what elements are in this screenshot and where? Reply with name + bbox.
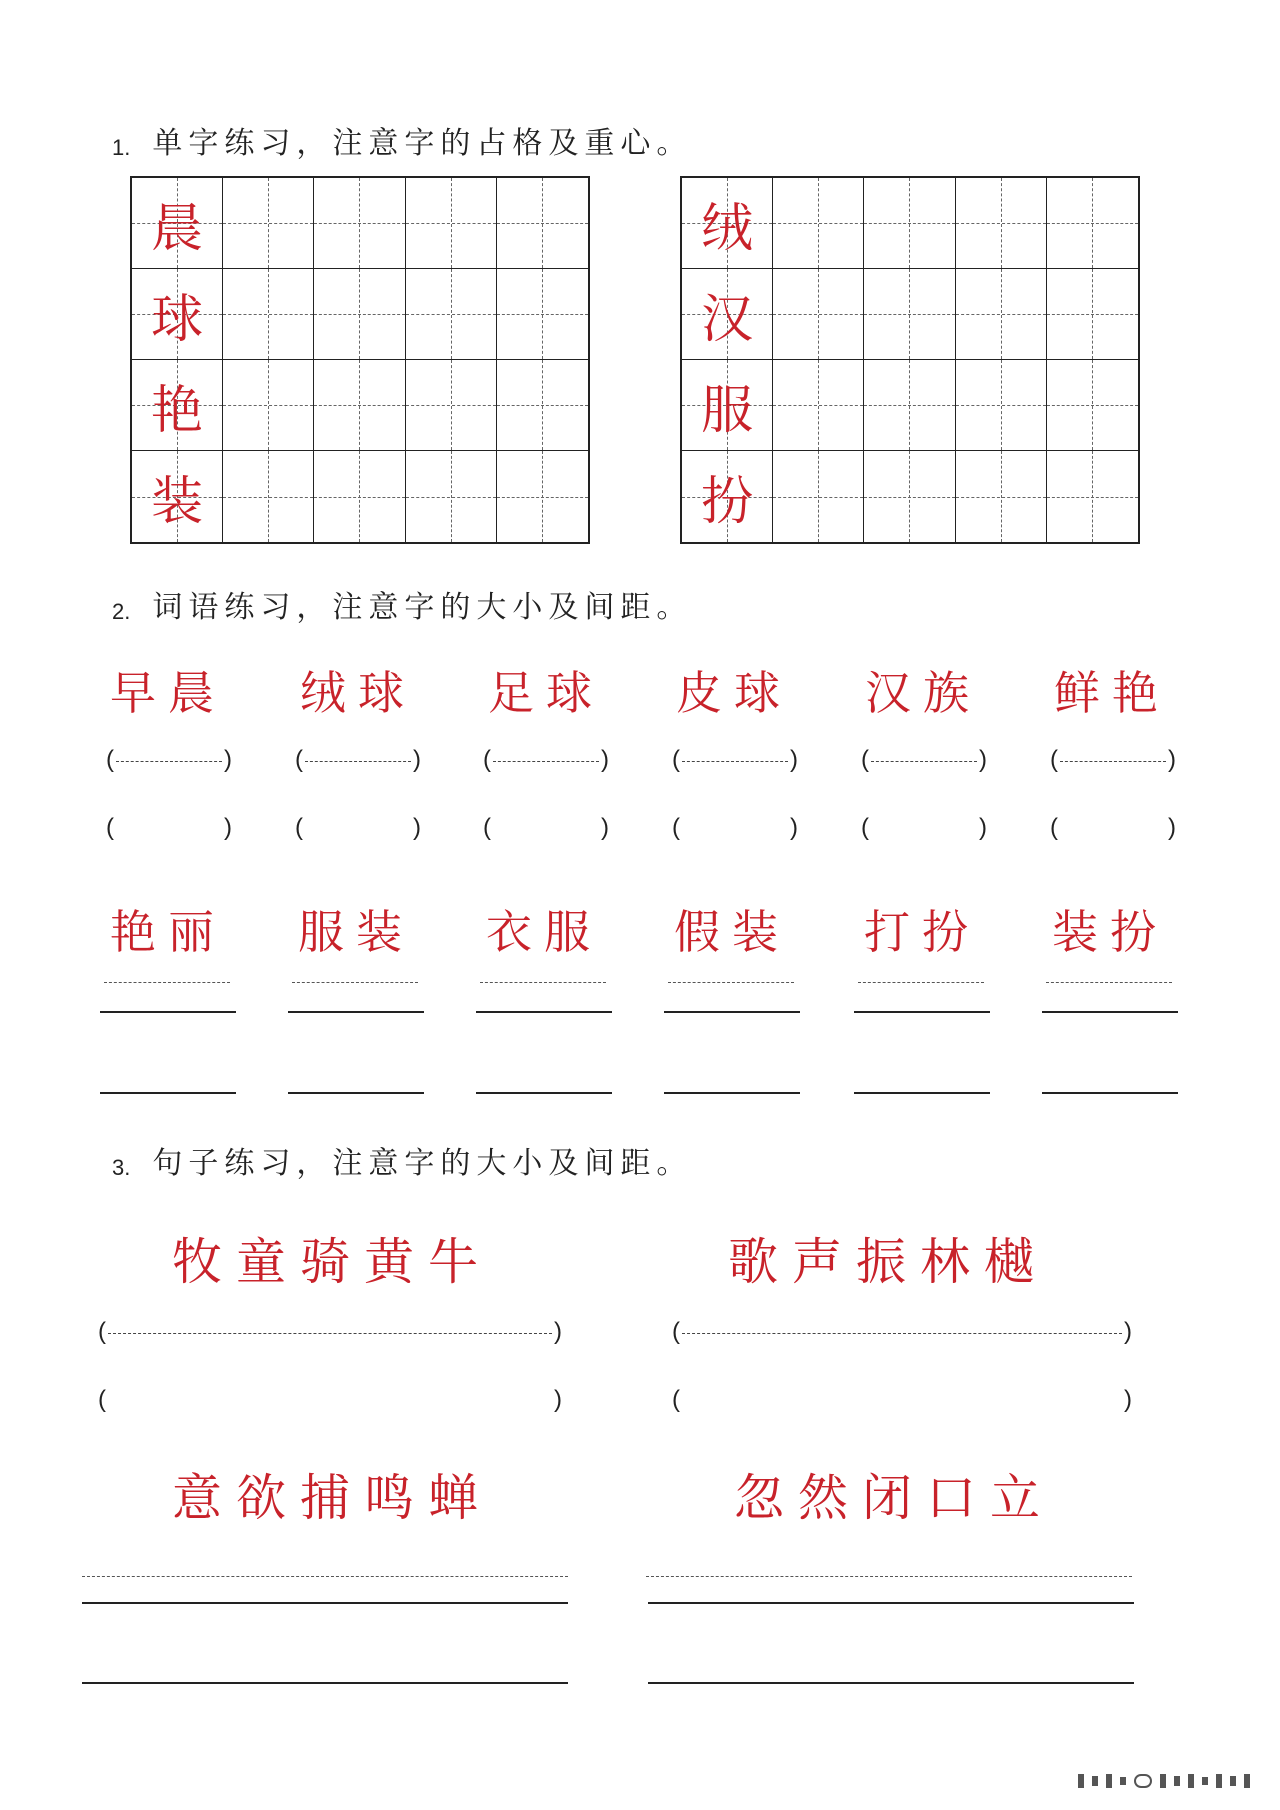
answer-paren-dashed[interactable]: ( ) <box>483 746 609 773</box>
answer-paren-dashed[interactable]: ( ) <box>98 1318 562 1345</box>
writing-line[interactable] <box>288 1092 424 1094</box>
practice-grid-left <box>130 176 590 544</box>
answer-paren[interactable]: ( ) <box>106 814 232 841</box>
grid-cell-example <box>682 451 773 542</box>
example-character: 扮 <box>701 472 754 532</box>
word-row2-2: 服装 <box>298 905 414 959</box>
writing-line[interactable] <box>1042 1011 1178 1013</box>
grid-cell-example <box>682 269 773 360</box>
grid-cell-practice[interactable] <box>773 178 864 269</box>
word-row1-5: 汉族 <box>865 666 981 720</box>
writing-line[interactable] <box>1042 1092 1178 1094</box>
answer-paren[interactable]: ( ) <box>295 814 421 841</box>
grid-cell-practice[interactable] <box>1047 178 1138 269</box>
example-character: 汉 <box>701 289 754 350</box>
writing-guide-dashed <box>646 1576 1132 1577</box>
writing-line[interactable] <box>854 1011 990 1013</box>
grid-cell-practice[interactable] <box>497 360 588 451</box>
answer-paren[interactable]: ( ) <box>672 1386 1132 1413</box>
section2-title: 词语练习，注意字的大小及间距。 <box>152 590 693 625</box>
section1-title: 单字练习，注意字的占格及重心。 <box>152 126 693 161</box>
grid-cell-practice[interactable] <box>223 178 314 269</box>
example-character: 装 <box>151 472 204 532</box>
answer-paren-dashed[interactable]: ( ) <box>672 746 798 773</box>
sentence-2: 歌声振林樾 <box>728 1233 1048 1291</box>
grid-cell-practice[interactable] <box>314 178 405 269</box>
writing-line[interactable] <box>648 1682 1134 1684</box>
grid-cell-practice[interactable] <box>223 360 314 451</box>
sentence-4: 忽然闭口立 <box>734 1469 1054 1527</box>
grid-cell-practice[interactable] <box>223 269 314 360</box>
writing-line[interactable] <box>476 1092 612 1094</box>
grid-cell-example <box>132 360 223 451</box>
grid-cell-practice[interactable] <box>773 451 864 542</box>
answer-paren[interactable]: ( ) <box>98 1386 562 1413</box>
writing-line[interactable] <box>288 1011 424 1013</box>
sentence-1: 牧童骑黄牛 <box>172 1233 492 1291</box>
writing-line[interactable] <box>82 1602 568 1604</box>
grid-cell-practice[interactable] <box>223 451 314 542</box>
answer-paren[interactable]: ( ) <box>483 814 609 841</box>
grid-cell-practice[interactable] <box>864 360 955 451</box>
grid-cell-example <box>132 451 223 542</box>
writing-guide-dashed <box>82 1576 568 1577</box>
example-character: 晨 <box>151 198 204 259</box>
watermark-bars-icon <box>1078 1774 1250 1788</box>
grid-cell-practice[interactable] <box>314 269 405 360</box>
example-character: 绒 <box>701 198 754 259</box>
grid-cell-practice[interactable] <box>956 451 1047 542</box>
section3-number: 3. <box>112 1155 131 1180</box>
section2-number: 2. <box>112 599 131 624</box>
grid-cell-practice[interactable] <box>406 451 497 542</box>
writing-guide-dashed <box>104 982 230 983</box>
answer-paren-dashed[interactable]: ( ) <box>672 1318 1132 1345</box>
grid-cell-practice[interactable] <box>406 360 497 451</box>
grid-cell-practice[interactable] <box>497 269 588 360</box>
word-row2-1: 艳丽 <box>110 905 226 959</box>
word-row1-6: 鲜艳 <box>1054 666 1170 720</box>
word-row2-4: 假装 <box>674 905 790 959</box>
example-character: 服 <box>701 380 754 441</box>
section3-heading <box>112 1138 692 1182</box>
grid-cell-practice[interactable] <box>1047 360 1138 451</box>
grid-cell-practice[interactable] <box>497 178 588 269</box>
section2-heading <box>112 582 692 626</box>
grid-cell-practice[interactable] <box>1047 451 1138 542</box>
section1-heading <box>112 118 692 162</box>
word-row2-3: 衣服 <box>486 905 602 959</box>
grid-cell-practice[interactable] <box>956 178 1047 269</box>
grid-cell-practice[interactable] <box>406 269 497 360</box>
grid-cell-practice[interactable] <box>864 451 955 542</box>
word-row1-3: 足球 <box>488 666 604 720</box>
writing-line[interactable] <box>476 1011 612 1013</box>
grid-cell-practice[interactable] <box>314 360 405 451</box>
word-row2-5: 打扮 <box>864 905 980 959</box>
writing-guide-dashed <box>858 982 984 983</box>
example-character: 球 <box>151 289 204 350</box>
grid-cell-practice[interactable] <box>497 451 588 542</box>
grid-cell-practice[interactable] <box>1047 269 1138 360</box>
writing-line[interactable] <box>100 1011 236 1013</box>
grid-cell-example <box>682 178 773 269</box>
grid-cell-practice[interactable] <box>864 178 955 269</box>
grid-cell-practice[interactable] <box>406 178 497 269</box>
answer-paren[interactable]: ( ) <box>861 814 987 841</box>
writing-line[interactable] <box>82 1682 568 1684</box>
grid-cell-practice[interactable] <box>773 360 864 451</box>
answer-paren-dashed[interactable]: ( ) <box>861 746 987 773</box>
grid-cell-practice[interactable] <box>864 269 955 360</box>
answer-paren-dashed[interactable]: ( ) <box>1050 746 1176 773</box>
writing-line[interactable] <box>648 1602 1134 1604</box>
section3-title: 句子练习，注意字的大小及间距。 <box>152 1146 693 1181</box>
writing-guide-dashed <box>1046 982 1172 983</box>
answer-paren[interactable]: ( ) <box>672 814 798 841</box>
example-character: 艳 <box>151 380 204 441</box>
writing-line[interactable] <box>854 1092 990 1094</box>
word-row1-2: 绒球 <box>300 666 416 720</box>
grid-cell-practice[interactable] <box>956 360 1047 451</box>
writing-line[interactable] <box>664 1092 800 1094</box>
writing-line[interactable] <box>100 1092 236 1094</box>
writing-guide-dashed <box>292 982 418 983</box>
word-row1-4: 皮球 <box>676 666 792 720</box>
grid-cell-example <box>132 178 223 269</box>
grid-cell-practice[interactable] <box>773 269 864 360</box>
answer-paren-dashed[interactable]: ( ) <box>295 746 421 773</box>
writing-guide-dashed <box>668 982 794 983</box>
grid-cell-example <box>132 269 223 360</box>
grid-cell-example <box>682 360 773 451</box>
word-row1-1: 早晨 <box>110 666 226 720</box>
grid-cell-practice[interactable] <box>956 269 1047 360</box>
writing-line[interactable] <box>664 1011 800 1013</box>
answer-paren[interactable]: ( ) <box>1050 814 1176 841</box>
writing-guide-dashed <box>480 982 606 983</box>
sentence-3: 意欲捕鸣蝉 <box>172 1469 492 1527</box>
section1-number: 1. <box>112 135 131 160</box>
answer-paren-dashed[interactable]: ( ) <box>106 746 232 773</box>
practice-grid-right <box>680 176 1140 544</box>
grid-cell-practice[interactable] <box>314 451 405 542</box>
word-row2-6: 装扮 <box>1052 905 1168 959</box>
